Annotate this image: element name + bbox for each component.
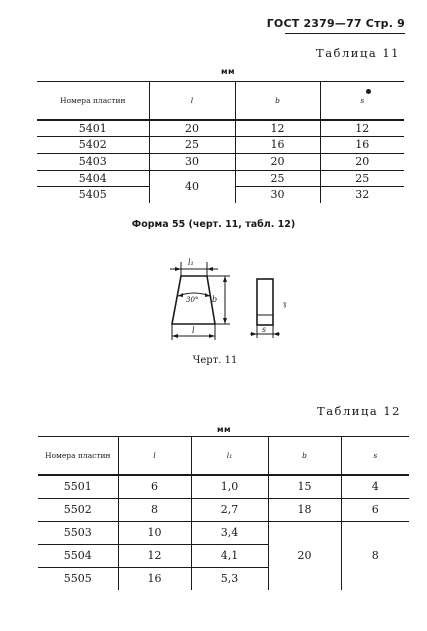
table-cell: 5401	[37, 120, 149, 136]
table-cell: 5501	[38, 475, 118, 498]
table-cell: 5405	[78, 188, 107, 202]
table-cell: 6	[341, 498, 409, 521]
table-cell: 25	[320, 170, 404, 186]
table-cell: 8	[341, 521, 409, 590]
table-cell: 20	[149, 120, 235, 136]
column-header: l	[149, 82, 235, 121]
column-header: Номера пластин	[59, 96, 126, 105]
table12	[38, 436, 409, 590]
table-cell: 5402	[37, 136, 149, 153]
table-row	[37, 170, 404, 186]
header-rule	[285, 33, 405, 34]
table-cell: 30	[149, 153, 235, 170]
table-cell: 30	[235, 186, 320, 203]
table12-unit: мм	[217, 425, 232, 434]
table-cell: 5404	[37, 170, 149, 186]
table-row	[38, 498, 409, 521]
table-cell: 15	[268, 475, 341, 498]
table12-caption: Таблица 12	[317, 404, 401, 418]
table-cell: 4	[341, 475, 409, 498]
column-header: s	[341, 437, 409, 476]
label-angle: 30°	[186, 296, 199, 304]
table-cell: 4,1	[191, 544, 268, 567]
table-cell: 25	[149, 136, 235, 153]
column-header: b	[268, 437, 341, 476]
table-row	[38, 475, 409, 498]
form55-title: Форма 55 (черт. 11, табл. 12)	[131, 219, 296, 230]
table-cell: 20	[268, 521, 341, 590]
column-header: b	[235, 82, 320, 121]
table-cell: 1,0	[191, 475, 268, 498]
table-row	[37, 153, 404, 170]
table-header-row	[37, 82, 404, 121]
label-tick: ɣ	[283, 301, 287, 308]
drawing-11	[150, 250, 300, 350]
plate-side-view	[257, 279, 273, 325]
table11	[37, 81, 404, 203]
table-row	[38, 521, 409, 544]
table-cell: 18	[268, 498, 341, 521]
table-cell: 25	[235, 170, 320, 186]
table-cell: 16	[320, 136, 404, 153]
table-cell: 2,7	[191, 498, 268, 521]
label-b: b	[212, 295, 218, 304]
table-cell: 6	[118, 475, 191, 498]
table11-caption: Таблица 11	[316, 46, 400, 60]
table-cell: 5504	[38, 544, 118, 567]
table-cell: 40	[149, 170, 235, 203]
column-header: l	[118, 437, 191, 476]
table-row	[37, 120, 404, 136]
table-cell: 5503	[38, 521, 118, 544]
table-cell: 12	[118, 544, 191, 567]
page-header: ГОСТ 2379—77 Стр. 9	[266, 17, 405, 30]
table-cell: 8	[118, 498, 191, 521]
table-cell: 20	[320, 153, 404, 170]
table-row	[37, 136, 404, 153]
table-cell: 5505	[63, 572, 92, 586]
table-cell: 32	[320, 186, 404, 203]
column-header: l₁	[191, 437, 268, 476]
drawing-caption: Черт. 11	[192, 355, 238, 366]
table-header-row	[38, 437, 409, 476]
table-cell: 20	[235, 153, 320, 170]
table-cell: 5,3	[191, 567, 268, 590]
column-header: Номера пластин	[44, 451, 111, 460]
table-cell: 3,4	[191, 521, 268, 544]
table-cell: 16	[118, 567, 191, 590]
table-cell: 10	[118, 521, 191, 544]
table-cell: 16	[235, 136, 320, 153]
column-header: s	[320, 82, 404, 121]
label-l: l	[192, 326, 195, 335]
table-cell: 5502	[38, 498, 118, 521]
label-s: s	[262, 325, 267, 334]
table11-unit: мм	[221, 67, 236, 76]
table-cell: 12	[235, 120, 320, 136]
table-cell: 5403	[37, 153, 149, 170]
label-l1: l₁	[188, 258, 194, 267]
table-cell: 12	[320, 120, 404, 136]
